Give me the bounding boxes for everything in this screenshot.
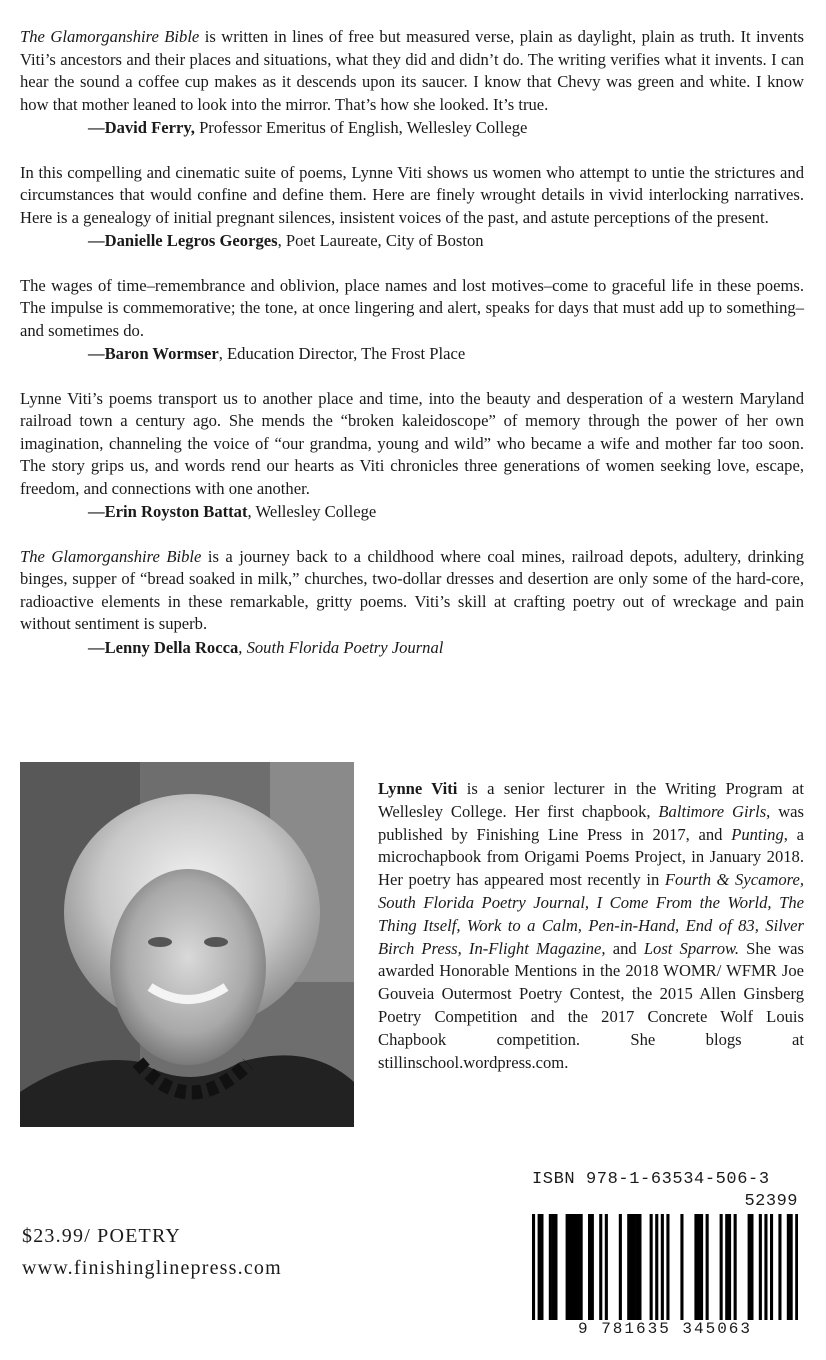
book-title: The Glamorganshire Bible <box>20 546 202 566</box>
barcode-bar <box>748 1214 751 1326</box>
barcode-bar <box>778 1214 781 1326</box>
barcode-bar <box>554 1214 557 1326</box>
barcode-bar <box>577 1214 580 1326</box>
barcode-bar <box>588 1214 591 1326</box>
barcode-bar <box>790 1214 793 1326</box>
bio-segment: , was published by Finishing Line Press in 2017, and <box>378 801 805 844</box>
endorsement-segment: is a journey back to a childhood where coal mines, railroad depots, adultery, drinking binges, supper of “bread soaked in milk,” churches, two-dollar dresses and desertion are only some of the hard-core, radioactive elements in these remarkable, gritty poems. Viti’s skill at crafting poetry out of wreckage and pain without sentiment is superb. <box>20 546 805 633</box>
barcode-bar <box>720 1214 723 1326</box>
barcode-bar <box>552 1214 555 1326</box>
barcode-bar <box>568 1214 571 1326</box>
author-name: Lynne Viti <box>378 779 458 798</box>
endorsement-text <box>20 26 804 116</box>
endorser-affiliation: Professor Emeritus of English, Wellesley College <box>194 118 528 137</box>
book-title: The Glamorganshire Bible <box>20 27 200 46</box>
author-portrait-illustration <box>20 762 354 1127</box>
endorser-affiliation: , Education Director, The Frost Place <box>218 344 466 363</box>
barcode-bar <box>734 1214 737 1326</box>
bio-segment: is a senior lecturer in the Writing Program at Wellesley College. Her first chapbook, <box>378 779 805 821</box>
endorsement <box>20 162 804 253</box>
endorsement-attribution <box>88 501 804 524</box>
isbn-barcode <box>532 1170 798 1342</box>
barcode-bar <box>725 1214 728 1326</box>
bio-segment: , a microchapbook from Origami Poems Project, in January 2018. Her poetry has appeared most recently in <box>378 824 804 890</box>
endorser-name: —Erin Royston Battat <box>88 502 248 521</box>
barcode-bar <box>580 1214 583 1326</box>
price-code: 52399 <box>744 1192 798 1211</box>
barcode-bar <box>694 1214 697 1326</box>
endorsement <box>20 26 804 140</box>
publication-title: Lost Sparrow. <box>643 938 740 958</box>
endorsement <box>20 388 804 524</box>
barcode-bar <box>795 1214 798 1326</box>
ean-digits: 9 781635 345063 <box>532 1320 798 1338</box>
barcode-bar <box>619 1214 622 1326</box>
barcode-bar <box>538 1214 541 1326</box>
barcode-bar <box>661 1214 664 1326</box>
barcode-bar <box>566 1214 569 1326</box>
endorsement-text <box>20 162 804 230</box>
barcode-bar <box>591 1214 594 1326</box>
bio-segment: She was awarded Honorable Mentions in the 2018 WOMR/ WFMR Joe Gouveia Outermost Poetry Contest, the 2015 Allen Ginsberg Poetry Competition and the 2017 Concrete Wolf Louis Chapbook competition. She blogs at stillinschool.wordpress.com. <box>378 938 804 1072</box>
barcode-bar <box>700 1214 703 1326</box>
barcode-bar <box>630 1214 633 1326</box>
author-photo <box>20 762 354 1127</box>
barcode-bar <box>650 1214 653 1326</box>
barcode-bar <box>764 1214 767 1326</box>
barcode-bar <box>787 1214 790 1326</box>
barcode-bar <box>571 1214 574 1326</box>
barcode-bar <box>706 1214 709 1326</box>
barcode-bar <box>627 1214 630 1326</box>
endorsement-text <box>20 275 804 343</box>
endorsements <box>20 26 804 681</box>
barcode-bar <box>680 1214 683 1326</box>
bio-segment: and <box>605 938 644 958</box>
barcode-bar <box>540 1214 543 1326</box>
isbn-label: ISBN 978-1-63534-506-3 <box>532 1170 770 1189</box>
barcode-bar <box>666 1214 669 1326</box>
endorsement-text <box>20 388 804 501</box>
endorsement-attribution <box>88 637 804 660</box>
endorsement-segment: The wages of time–remembrance and oblivion, place names and lost motives–come to graceful life in these poems. The impulse is commemorative; the tone, at once lingering and alert, speaks for days that must add up to something–and sometimes do. <box>20 275 804 340</box>
barcode-bar <box>549 1214 552 1326</box>
endorsement-attribution <box>88 117 804 140</box>
endorser-name: —Baron Wormser <box>88 344 219 363</box>
author-bio <box>378 778 804 1074</box>
barcode-bar <box>599 1214 602 1326</box>
endorsement-segment: is written in lines of free but measured verse, plain as daylight, plain as truth. It invents Viti’s ancestors and their places and situations, what they did and didn’t do. The writing verifies what it invents. I can hear the sound a coffee cup makes as it descends upon its saucer. I know that Chevy was green and white. I know how that mother leaned to look into the mirror. That’s how she looked. It’s true. <box>20 27 804 114</box>
price-block <box>22 1222 282 1286</box>
publication-title: Baltimore Girls <box>658 801 767 821</box>
endorser-affiliation: , South Florida Poetry Journal <box>238 637 444 657</box>
endorser-name: —Lenny Della Rocca <box>88 637 239 657</box>
endorser-name: —Danielle Legros Georges <box>88 231 278 250</box>
endorser-affiliation: , Poet Laureate, City of Boston <box>277 231 484 250</box>
barcode-bar <box>759 1214 762 1326</box>
barcode-bar <box>574 1214 577 1326</box>
price-category: $23.99/ POETRY <box>22 1225 182 1247</box>
barcode-bar <box>638 1214 641 1326</box>
barcode-bar <box>770 1214 773 1326</box>
endorsement <box>20 275 804 366</box>
publisher-website: www.finishinglinepress.com <box>22 1257 282 1279</box>
barcode-bar <box>697 1214 700 1326</box>
endorsement <box>20 546 804 660</box>
endorsement-segment: Lynne Viti’s poems transport us to another place and time, into the beauty and desperation of a western Maryland railroad town a century ago. She mends the “broken kaleidoscope” of memory through the power of her own imagination, channeling the voice of “our grandma, young and wild” who became a wife and mother far too soon. The story grips us, and words rend our hearts as Viti chronicles three generations of women seeking love, escape, freedom, and connections with one another. <box>20 388 804 498</box>
barcode-bar <box>750 1214 753 1326</box>
barcode-bar <box>728 1214 731 1326</box>
barcode-bar <box>532 1214 535 1326</box>
endorser-name: —David Ferry, <box>88 118 195 137</box>
endorsement-attribution <box>88 343 804 366</box>
endorsement-segment: In this compelling and cinematic suite of poems, Lynne Viti shows us women who attempt to untie the strictures and circumstances that would confine and define them. Here are finely wrought details in vivid interlocking narratives. Here is a genealogy of initial pregnant silences, insistent voices of the past, and astute perceptions of the present. <box>20 162 804 227</box>
barcode-bar <box>633 1214 636 1326</box>
barcode-bar <box>605 1214 608 1326</box>
endorsement-text <box>20 546 804 636</box>
publication-title: Punting <box>731 824 784 844</box>
endorsement-attribution <box>88 230 804 253</box>
barcode-bars <box>532 1214 798 1326</box>
barcode-bar <box>636 1214 639 1326</box>
publication-title: Fourth & Sycamore, South Florida Poetry Journal, I Come From the World, The Thing Itself, Work to a Calm, Pen-in-Hand, End of 83, Silver Birch Press, In-Flight Magazine, <box>378 870 804 958</box>
barcode-bar <box>655 1214 658 1326</box>
endorser-affiliation: , Wellesley College <box>247 502 377 521</box>
